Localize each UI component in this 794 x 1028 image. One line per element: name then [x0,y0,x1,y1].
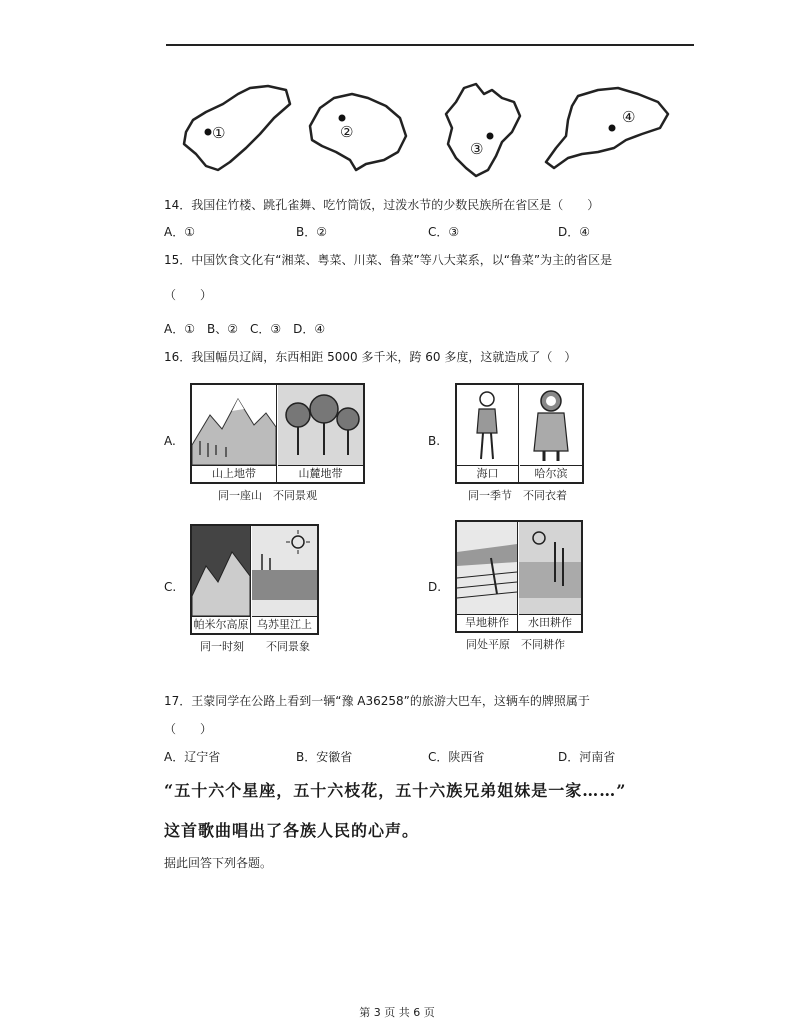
song-lyric-line: “五十六个星座，五十六枝花，五十六族兄弟姐妹是一家……” [164,781,627,800]
panel-c-right-caption: 乌苏里江上 [252,616,317,633]
q16-panel-b [455,383,584,484]
q16-panel-b-subtitle: 同一季节 不同衣着 [468,489,567,502]
q16-stem: 16．我国幅员辽阔，东西相距 5000 多千米，跨 60 多度，这就造成了（ ） [164,350,577,364]
panel-c-left-caption: 帕米尔高原 [193,618,249,631]
q16-panel-c-subtitle: 同一时刻 不同景象 [200,640,310,653]
q14-option-d: D．④ [558,225,590,239]
province-map-2 [300,84,412,176]
map-label-3: ③ [470,140,484,158]
panel-b-right [520,385,582,482]
panel-a-left-caption: 山上地带 [192,465,276,482]
panel-b-left [457,385,519,482]
page-footer: 第 3 页 共 6 页 [359,1006,435,1019]
panel-c-left [192,526,251,633]
panel-d-left-caption: 旱地耕作 [457,614,517,631]
q17-option-c: C．陕西省 [428,750,485,764]
panel-a-right-caption: 山麓地带 [278,465,363,482]
q15-stem: 15．中国饮食文化有“湘菜、粤菜、川菜、鲁菜”等八大菜系，以“鲁菜”为主的省区是 [164,253,613,267]
q15-paren: （ ） [164,288,213,302]
panel-a-right [278,385,363,482]
summer-person-image [457,385,518,465]
panel-c-right [252,526,317,633]
dryland-farming-image [457,522,517,614]
panel-d-left [457,522,518,631]
panel-b-right-caption: 哈尔滨 [520,465,582,482]
q17-stem: 17．王蒙同学在公路上看到一辆“豫 A36258”的旅游大巴车，这辆车的牌照属于 [164,694,590,708]
province-map-3 [436,80,532,180]
q16-panel-a-subtitle: 同一座山 不同景观 [218,489,317,502]
q16-option-b-letter: B. [428,434,441,448]
q14-option-c: C．③ [428,225,460,239]
winter-person-image [520,385,582,465]
province-map-1 [178,82,298,177]
q16-panel-d-subtitle: 同处平原 不同耕作 [466,638,565,651]
panel-a-left [192,385,277,482]
q14-stem: 14．我国住竹楼、跳孔雀舞、吃竹筒饭，过泼水节的少数民族所在省区是（ ） [164,198,600,212]
q14-option-a: A．① [164,225,195,239]
panel-d-right [519,522,581,631]
highland-night-image [192,526,250,616]
panel-b-left-caption: 海口 [457,465,518,482]
river-sunrise-image [252,526,317,616]
map-label-4: ④ [622,108,636,126]
q16-option-d-letter: D. [428,580,442,594]
q17-option-a: A．辽宁省 [164,750,221,764]
instruction-text: 据此回答下列各题。 [164,856,273,870]
q17-option-d: D．河南省 [558,750,616,764]
q14-option-b: B．② [296,225,327,239]
q16-option-c-letter: C. [164,580,177,594]
q15-options: A．① B、② C．③ D．④ [164,322,326,336]
song-commentary-line: 这首歌曲唱出了各族人民的心声。 [164,821,420,840]
forest-scene-image [278,385,363,465]
mountain-scene-image [192,385,276,465]
q16-panel-d [455,520,583,633]
q17-option-b: B．安徽省 [296,750,353,764]
q17-paren: （ ） [164,722,213,736]
map-label-1: ① [212,124,226,142]
top-rule [166,44,694,46]
province-map-4 [542,82,672,177]
q16-panel-a [190,383,365,484]
paddy-farming-image [519,522,581,614]
q16-option-a-letter: A. [164,434,176,448]
map-label-2: ② [340,123,354,141]
q16-panel-c [190,524,319,635]
panel-d-right-caption: 水田耕作 [519,614,581,631]
